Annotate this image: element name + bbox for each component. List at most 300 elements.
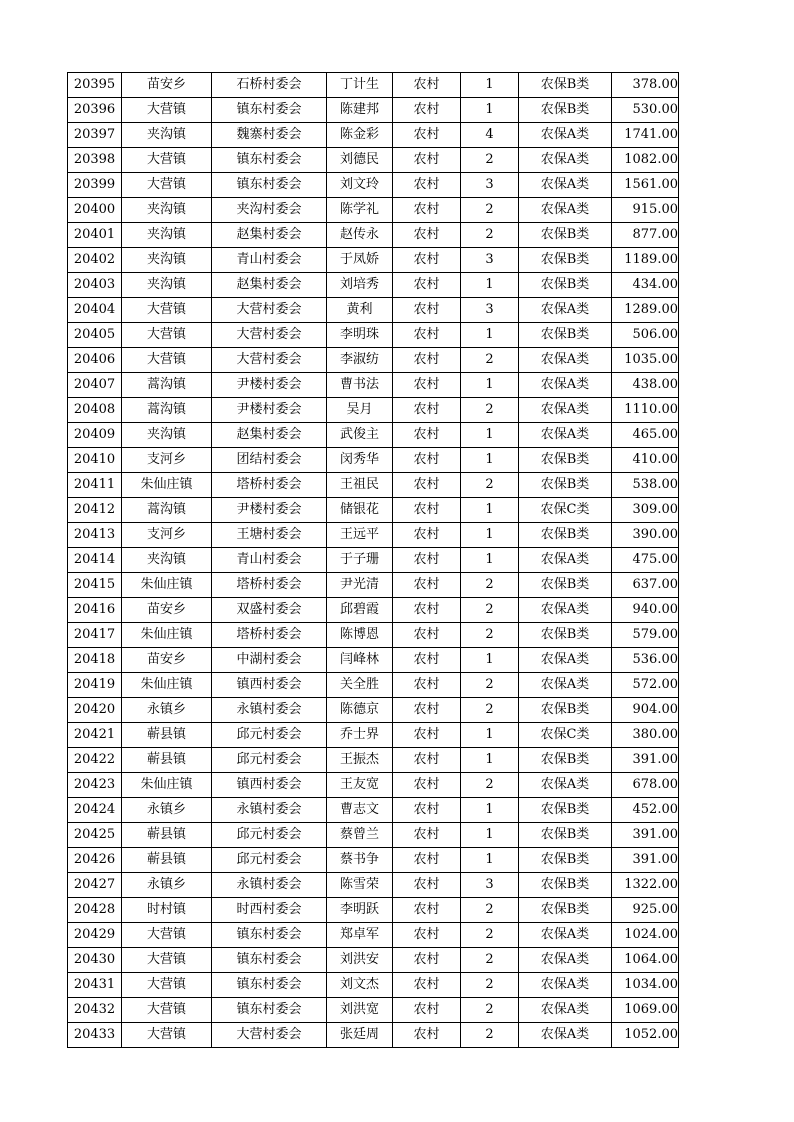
- amount-cell: 1082.00: [612, 148, 679, 173]
- amount-cell: 380.00: [612, 723, 679, 748]
- amount-cell: 1189.00: [612, 248, 679, 273]
- town-cell: 夹沟镇: [122, 223, 212, 248]
- records-table: [67, 72, 679, 1048]
- household-count-cell: 1: [461, 798, 519, 823]
- person-name-cell: 吴月: [327, 398, 393, 423]
- household-count-cell: 1: [461, 273, 519, 298]
- village-committee-cell: 塔桥村委会: [212, 473, 327, 498]
- household-count-cell: 1: [461, 73, 519, 98]
- record-id-cell: 20419: [68, 673, 122, 698]
- village-committee-cell: 镇东村委会: [212, 98, 327, 123]
- amount-cell: 915.00: [612, 198, 679, 223]
- amount-cell: 538.00: [612, 473, 679, 498]
- village-committee-cell: 中湖村委会: [212, 648, 327, 673]
- area-type-cell: 农村: [393, 923, 461, 948]
- record-id-cell: 20425: [68, 823, 122, 848]
- person-name-cell: 闫峰林: [327, 648, 393, 673]
- insurance-category-cell: 农保B类: [519, 248, 612, 273]
- record-id-cell: 20424: [68, 798, 122, 823]
- person-name-cell: 储银花: [327, 498, 393, 523]
- record-id-cell: 20409: [68, 423, 122, 448]
- amount-cell: 925.00: [612, 898, 679, 923]
- village-committee-cell: 魏寨村委会: [212, 123, 327, 148]
- table-row: [68, 148, 679, 173]
- household-count-cell: 1: [461, 423, 519, 448]
- insurance-category-cell: 农保C类: [519, 723, 612, 748]
- record-id-cell: 20420: [68, 698, 122, 723]
- town-cell: 蒿沟镇: [122, 398, 212, 423]
- village-committee-cell: 邱元村委会: [212, 823, 327, 848]
- table-row: [68, 923, 679, 948]
- amount-cell: 438.00: [612, 373, 679, 398]
- record-id-cell: 20421: [68, 723, 122, 748]
- table-row: [68, 323, 679, 348]
- insurance-category-cell: 农保B类: [519, 223, 612, 248]
- table-row: [68, 73, 679, 98]
- person-name-cell: 李明珠: [327, 323, 393, 348]
- insurance-category-cell: 农保A类: [519, 998, 612, 1023]
- record-id-cell: 20418: [68, 648, 122, 673]
- village-committee-cell: 赵集村委会: [212, 223, 327, 248]
- person-name-cell: 王祖民: [327, 473, 393, 498]
- village-committee-cell: 青山村委会: [212, 548, 327, 573]
- town-cell: 夹沟镇: [122, 548, 212, 573]
- person-name-cell: 闵秀华: [327, 448, 393, 473]
- area-type-cell: 农村: [393, 398, 461, 423]
- village-committee-cell: 镇东村委会: [212, 998, 327, 1023]
- table-row: [68, 173, 679, 198]
- table-row: [68, 248, 679, 273]
- table-row: [68, 798, 679, 823]
- area-type-cell: 农村: [393, 823, 461, 848]
- area-type-cell: 农村: [393, 773, 461, 798]
- amount-cell: 1069.00: [612, 998, 679, 1023]
- household-count-cell: 2: [461, 773, 519, 798]
- insurance-category-cell: 农保B类: [519, 698, 612, 723]
- insurance-category-cell: 农保A类: [519, 198, 612, 223]
- table-row: [68, 398, 679, 423]
- town-cell: 支河乡: [122, 448, 212, 473]
- area-type-cell: 农村: [393, 898, 461, 923]
- household-count-cell: 2: [461, 973, 519, 998]
- table-row: [68, 523, 679, 548]
- record-id-cell: 20397: [68, 123, 122, 148]
- household-count-cell: 2: [461, 623, 519, 648]
- table-row: [68, 648, 679, 673]
- person-name-cell: 王友宽: [327, 773, 393, 798]
- insurance-category-cell: 农保A类: [519, 673, 612, 698]
- insurance-category-cell: 农保A类: [519, 173, 612, 198]
- record-id-cell: 20413: [68, 523, 122, 548]
- household-count-cell: 2: [461, 923, 519, 948]
- table-row: [68, 473, 679, 498]
- table-row: [68, 573, 679, 598]
- amount-cell: 465.00: [612, 423, 679, 448]
- person-name-cell: 尹光清: [327, 573, 393, 598]
- person-name-cell: 刘洪宽: [327, 998, 393, 1023]
- area-type-cell: 农村: [393, 623, 461, 648]
- household-count-cell: 2: [461, 398, 519, 423]
- amount-cell: 877.00: [612, 223, 679, 248]
- insurance-category-cell: 农保B类: [519, 448, 612, 473]
- table-row: [68, 848, 679, 873]
- record-id-cell: 20428: [68, 898, 122, 923]
- household-count-cell: 3: [461, 248, 519, 273]
- table-row: [68, 773, 679, 798]
- insurance-category-cell: 农保B类: [519, 898, 612, 923]
- table-row: [68, 548, 679, 573]
- amount-cell: 452.00: [612, 798, 679, 823]
- record-id-cell: 20426: [68, 848, 122, 873]
- area-type-cell: 农村: [393, 173, 461, 198]
- household-count-cell: 2: [461, 223, 519, 248]
- insurance-category-cell: 农保A类: [519, 598, 612, 623]
- insurance-category-cell: 农保A类: [519, 148, 612, 173]
- record-id-cell: 20401: [68, 223, 122, 248]
- table-row: [68, 1023, 679, 1048]
- village-committee-cell: 大营村委会: [212, 1023, 327, 1048]
- town-cell: 苗安乡: [122, 73, 212, 98]
- insurance-category-cell: 农保A类: [519, 373, 612, 398]
- household-count-cell: 4: [461, 123, 519, 148]
- town-cell: 大营镇: [122, 348, 212, 373]
- person-name-cell: 陈雪荣: [327, 873, 393, 898]
- record-id-cell: 20405: [68, 323, 122, 348]
- amount-cell: 1024.00: [612, 923, 679, 948]
- town-cell: 永镇乡: [122, 798, 212, 823]
- record-id-cell: 20406: [68, 348, 122, 373]
- person-name-cell: 武俊主: [327, 423, 393, 448]
- amount-cell: 1035.00: [612, 348, 679, 373]
- area-type-cell: 农村: [393, 98, 461, 123]
- table-row: [68, 598, 679, 623]
- area-type-cell: 农村: [393, 473, 461, 498]
- person-name-cell: 刘德民: [327, 148, 393, 173]
- insurance-category-cell: 农保A类: [519, 423, 612, 448]
- insurance-category-cell: 农保C类: [519, 498, 612, 523]
- person-name-cell: 陈金彩: [327, 123, 393, 148]
- village-committee-cell: 镇西村委会: [212, 773, 327, 798]
- area-type-cell: 农村: [393, 323, 461, 348]
- person-name-cell: 李明跃: [327, 898, 393, 923]
- village-committee-cell: 永镇村委会: [212, 798, 327, 823]
- village-committee-cell: 镇东村委会: [212, 173, 327, 198]
- area-type-cell: 农村: [393, 498, 461, 523]
- amount-cell: 940.00: [612, 598, 679, 623]
- person-name-cell: 陈建邦: [327, 98, 393, 123]
- table-row: [68, 698, 679, 723]
- table-row: [68, 973, 679, 998]
- town-cell: 苗安乡: [122, 648, 212, 673]
- village-committee-cell: 王塘村委会: [212, 523, 327, 548]
- village-committee-cell: 大营村委会: [212, 323, 327, 348]
- record-id-cell: 20433: [68, 1023, 122, 1048]
- town-cell: 朱仙庄镇: [122, 673, 212, 698]
- records-body: [68, 73, 679, 1048]
- table-row: [68, 298, 679, 323]
- village-committee-cell: 塔桥村委会: [212, 623, 327, 648]
- person-name-cell: 关全胜: [327, 673, 393, 698]
- town-cell: 蕲县镇: [122, 748, 212, 773]
- record-id-cell: 20414: [68, 548, 122, 573]
- village-committee-cell: 团结村委会: [212, 448, 327, 473]
- village-committee-cell: 塔桥村委会: [212, 573, 327, 598]
- household-count-cell: 2: [461, 473, 519, 498]
- village-committee-cell: 尹楼村委会: [212, 498, 327, 523]
- village-committee-cell: 邱元村委会: [212, 723, 327, 748]
- person-name-cell: 刘洪安: [327, 948, 393, 973]
- household-count-cell: 1: [461, 498, 519, 523]
- record-id-cell: 20399: [68, 173, 122, 198]
- town-cell: 大营镇: [122, 923, 212, 948]
- amount-cell: 637.00: [612, 573, 679, 598]
- amount-cell: 530.00: [612, 98, 679, 123]
- town-cell: 夹沟镇: [122, 423, 212, 448]
- amount-cell: 309.00: [612, 498, 679, 523]
- amount-cell: 378.00: [612, 73, 679, 98]
- person-name-cell: 赵传永: [327, 223, 393, 248]
- amount-cell: 391.00: [612, 823, 679, 848]
- village-committee-cell: 赵集村委会: [212, 273, 327, 298]
- village-committee-cell: 大营村委会: [212, 348, 327, 373]
- area-type-cell: 农村: [393, 698, 461, 723]
- town-cell: 大营镇: [122, 948, 212, 973]
- area-type-cell: 农村: [393, 598, 461, 623]
- village-committee-cell: 镇东村委会: [212, 148, 327, 173]
- table-row: [68, 673, 679, 698]
- household-count-cell: 1: [461, 373, 519, 398]
- amount-cell: 1741.00: [612, 123, 679, 148]
- household-count-cell: 2: [461, 573, 519, 598]
- insurance-category-cell: 农保B类: [519, 823, 612, 848]
- insurance-category-cell: 农保B类: [519, 73, 612, 98]
- village-committee-cell: 邱元村委会: [212, 748, 327, 773]
- insurance-category-cell: 农保B类: [519, 473, 612, 498]
- insurance-category-cell: 农保B类: [519, 623, 612, 648]
- insurance-category-cell: 农保B类: [519, 98, 612, 123]
- village-committee-cell: 镇西村委会: [212, 673, 327, 698]
- town-cell: 夹沟镇: [122, 273, 212, 298]
- area-type-cell: 农村: [393, 248, 461, 273]
- person-name-cell: 于子珊: [327, 548, 393, 573]
- household-count-cell: 2: [461, 698, 519, 723]
- person-name-cell: 刘文杰: [327, 973, 393, 998]
- village-committee-cell: 尹楼村委会: [212, 398, 327, 423]
- household-count-cell: 1: [461, 448, 519, 473]
- person-name-cell: 郑卓军: [327, 923, 393, 948]
- record-id-cell: 20427: [68, 873, 122, 898]
- insurance-category-cell: 农保A类: [519, 298, 612, 323]
- household-count-cell: 2: [461, 948, 519, 973]
- person-name-cell: 蔡曾兰: [327, 823, 393, 848]
- area-type-cell: 农村: [393, 523, 461, 548]
- town-cell: 大营镇: [122, 148, 212, 173]
- village-committee-cell: 永镇村委会: [212, 873, 327, 898]
- amount-cell: 391.00: [612, 748, 679, 773]
- village-committee-cell: 青山村委会: [212, 248, 327, 273]
- insurance-category-cell: 农保A类: [519, 398, 612, 423]
- area-type-cell: 农村: [393, 448, 461, 473]
- town-cell: 夹沟镇: [122, 248, 212, 273]
- insurance-category-cell: 农保B类: [519, 848, 612, 873]
- person-name-cell: 刘培秀: [327, 273, 393, 298]
- amount-cell: 1561.00: [612, 173, 679, 198]
- record-id-cell: 20404: [68, 298, 122, 323]
- record-id-cell: 20410: [68, 448, 122, 473]
- household-count-cell: 1: [461, 748, 519, 773]
- insurance-category-cell: 农保A类: [519, 923, 612, 948]
- person-name-cell: 于凤娇: [327, 248, 393, 273]
- amount-cell: 572.00: [612, 673, 679, 698]
- person-name-cell: 邱碧霞: [327, 598, 393, 623]
- record-id-cell: 20415: [68, 573, 122, 598]
- town-cell: 朱仙庄镇: [122, 573, 212, 598]
- record-id-cell: 20403: [68, 273, 122, 298]
- area-type-cell: 农村: [393, 73, 461, 98]
- village-committee-cell: 镇东村委会: [212, 973, 327, 998]
- area-type-cell: 农村: [393, 798, 461, 823]
- area-type-cell: 农村: [393, 373, 461, 398]
- area-type-cell: 农村: [393, 223, 461, 248]
- area-type-cell: 农村: [393, 748, 461, 773]
- village-committee-cell: 双盛村委会: [212, 598, 327, 623]
- table-row: [68, 498, 679, 523]
- area-type-cell: 农村: [393, 848, 461, 873]
- area-type-cell: 农村: [393, 273, 461, 298]
- insurance-category-cell: 农保A类: [519, 648, 612, 673]
- table-row: [68, 98, 679, 123]
- area-type-cell: 农村: [393, 123, 461, 148]
- record-id-cell: 20400: [68, 198, 122, 223]
- town-cell: 永镇乡: [122, 698, 212, 723]
- insurance-category-cell: 农保A类: [519, 973, 612, 998]
- insurance-category-cell: 农保B类: [519, 873, 612, 898]
- table-row: [68, 423, 679, 448]
- record-id-cell: 20402: [68, 248, 122, 273]
- town-cell: 朱仙庄镇: [122, 623, 212, 648]
- person-name-cell: 丁计生: [327, 73, 393, 98]
- amount-cell: 475.00: [612, 548, 679, 573]
- table-row: [68, 823, 679, 848]
- record-id-cell: 20398: [68, 148, 122, 173]
- area-type-cell: 农村: [393, 723, 461, 748]
- town-cell: 夹沟镇: [122, 123, 212, 148]
- household-count-cell: 2: [461, 1023, 519, 1048]
- area-type-cell: 农村: [393, 1023, 461, 1048]
- area-type-cell: 农村: [393, 873, 461, 898]
- amount-cell: 1034.00: [612, 973, 679, 998]
- table-row: [68, 223, 679, 248]
- amount-cell: 434.00: [612, 273, 679, 298]
- village-committee-cell: 永镇村委会: [212, 698, 327, 723]
- person-name-cell: 李淑纺: [327, 348, 393, 373]
- table-row: [68, 748, 679, 773]
- village-committee-cell: 尹楼村委会: [212, 373, 327, 398]
- town-cell: 蕲县镇: [122, 723, 212, 748]
- table-row: [68, 948, 679, 973]
- area-type-cell: 农村: [393, 198, 461, 223]
- town-cell: 蕲县镇: [122, 823, 212, 848]
- area-type-cell: 农村: [393, 348, 461, 373]
- person-name-cell: 王振杰: [327, 748, 393, 773]
- village-committee-cell: 赵集村委会: [212, 423, 327, 448]
- insurance-category-cell: 农保A类: [519, 773, 612, 798]
- area-type-cell: 农村: [393, 948, 461, 973]
- insurance-category-cell: 农保A类: [519, 123, 612, 148]
- village-committee-cell: 夹沟村委会: [212, 198, 327, 223]
- town-cell: 大营镇: [122, 998, 212, 1023]
- town-cell: 时村镇: [122, 898, 212, 923]
- household-count-cell: 1: [461, 848, 519, 873]
- record-id-cell: 20408: [68, 398, 122, 423]
- amount-cell: 579.00: [612, 623, 679, 648]
- insurance-category-cell: 农保A类: [519, 948, 612, 973]
- record-id-cell: 20395: [68, 73, 122, 98]
- record-id-cell: 20423: [68, 773, 122, 798]
- town-cell: 朱仙庄镇: [122, 473, 212, 498]
- table-row: [68, 373, 679, 398]
- amount-cell: 1322.00: [612, 873, 679, 898]
- insurance-category-cell: 农保A类: [519, 548, 612, 573]
- village-committee-cell: 时西村委会: [212, 898, 327, 923]
- record-id-cell: 20407: [68, 373, 122, 398]
- amount-cell: 536.00: [612, 648, 679, 673]
- household-count-cell: 2: [461, 198, 519, 223]
- person-name-cell: 张廷周: [327, 1023, 393, 1048]
- person-name-cell: 刘文玲: [327, 173, 393, 198]
- town-cell: 大营镇: [122, 323, 212, 348]
- town-cell: 大营镇: [122, 298, 212, 323]
- person-name-cell: 陈德京: [327, 698, 393, 723]
- record-id-cell: 20417: [68, 623, 122, 648]
- table-row: [68, 198, 679, 223]
- household-count-cell: 2: [461, 998, 519, 1023]
- table-row: [68, 623, 679, 648]
- town-cell: 朱仙庄镇: [122, 773, 212, 798]
- person-name-cell: 黄利: [327, 298, 393, 323]
- area-type-cell: 农村: [393, 998, 461, 1023]
- table-row: [68, 723, 679, 748]
- table-row: [68, 998, 679, 1023]
- town-cell: 大营镇: [122, 98, 212, 123]
- area-type-cell: 农村: [393, 148, 461, 173]
- table-row: [68, 873, 679, 898]
- table-row: [68, 898, 679, 923]
- area-type-cell: 农村: [393, 673, 461, 698]
- town-cell: 大营镇: [122, 1023, 212, 1048]
- insurance-category-cell: 农保B类: [519, 748, 612, 773]
- household-count-cell: 2: [461, 898, 519, 923]
- amount-cell: 1052.00: [612, 1023, 679, 1048]
- record-id-cell: 20412: [68, 498, 122, 523]
- town-cell: 蒿沟镇: [122, 373, 212, 398]
- record-id-cell: 20430: [68, 948, 122, 973]
- town-cell: 大营镇: [122, 973, 212, 998]
- insurance-category-cell: 农保B类: [519, 523, 612, 548]
- table-row: [68, 448, 679, 473]
- town-cell: 苗安乡: [122, 598, 212, 623]
- area-type-cell: 农村: [393, 298, 461, 323]
- table-row: [68, 123, 679, 148]
- village-committee-cell: 镇东村委会: [212, 948, 327, 973]
- town-cell: 大营镇: [122, 173, 212, 198]
- household-count-cell: 3: [461, 873, 519, 898]
- record-id-cell: 20416: [68, 598, 122, 623]
- village-committee-cell: 石桥村委会: [212, 73, 327, 98]
- person-name-cell: 陈博恩: [327, 623, 393, 648]
- insurance-category-cell: 农保B类: [519, 323, 612, 348]
- household-count-cell: 3: [461, 298, 519, 323]
